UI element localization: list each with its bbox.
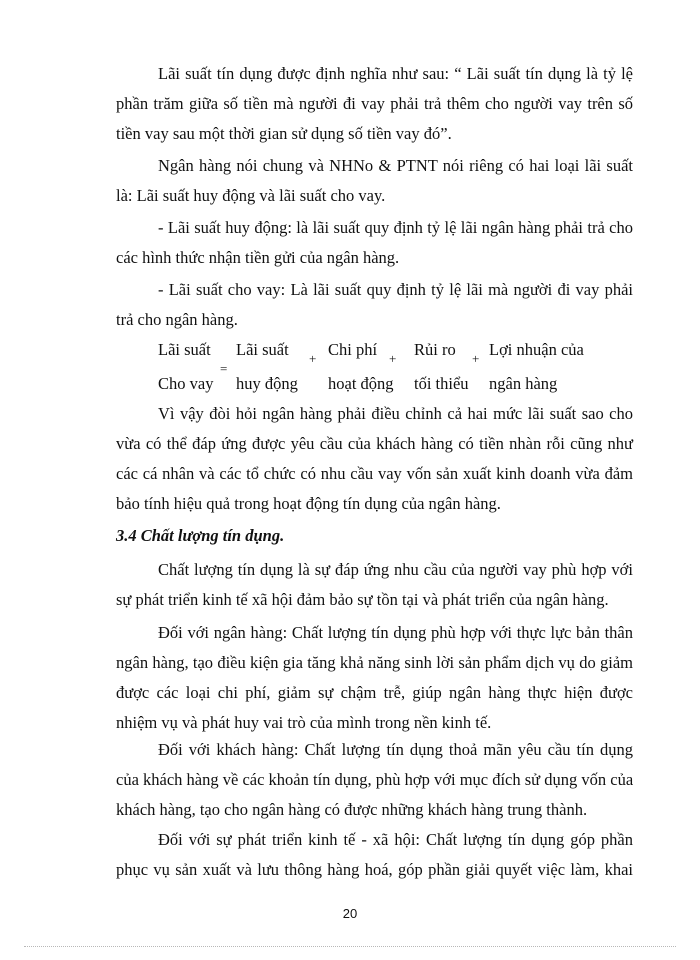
text-line: của khách hàng về các khoản tín dụng, phù hợp với mục đích sử dụng vốn của: [116, 770, 634, 789]
text-line: Chất lượng tín dụng là sự đáp ứng nhu cầu của người vay phù hợp với: [158, 560, 633, 579]
text-line: ngân hàng, tạo điều kiện gia tăng khả năng sinh lời sản phẩm dịch vụ do giảm: [116, 653, 633, 672]
formula-term2-top: Chi phí: [328, 340, 378, 359]
text-line: các hình thức nhận tiền gửi của ngân hàng.: [116, 248, 400, 267]
text-line: khách hàng, tạo cho ngân hàng có được những khách hàng trung thành.: [116, 800, 588, 819]
section-heading: 3.4 Chất lượng tín dụng.: [116, 526, 285, 545]
formula-term4-top: Lợi nhuận của: [489, 340, 584, 359]
formula-term1-top: Lãi suất: [236, 340, 289, 359]
text-line: Vì vậy đòi hỏi ngân hàng phải điều chỉnh cả hai mức lãi suất sao cho: [158, 404, 633, 423]
formula-lhs-bottom: Cho vay: [158, 374, 214, 393]
plus-sign: +: [389, 351, 397, 366]
text-line: các cá nhân và các tổ chức có nhu cầu vay vốn sản xuất kinh doanh vừa đảm: [116, 464, 633, 483]
text-line: Ngân hàng nói chung và NHNo & PTNT nói riêng có hai loại lãi suất: [158, 156, 633, 175]
plus-sign: +: [472, 351, 480, 366]
equals-sign: =: [220, 361, 228, 376]
text-line: là: Lãi suất huy động và lãi suất cho vay.: [116, 186, 386, 205]
text-line: Lãi suất tín dụng được định nghĩa như sau: “ Lãi suất tín dụng là tỷ lệ: [158, 64, 633, 83]
text-line: phần trăm giữa số tiền mà người đi vay phải trả thêm cho người vay trên số: [116, 94, 633, 113]
formula-lhs-top: Lãi suất: [158, 340, 211, 359]
plus-sign: +: [309, 351, 317, 366]
text-line: - Lãi suất huy động: là lãi suất quy định tỷ lệ lãi ngân hàng phải trả cho: [158, 218, 633, 237]
formula-term2-bottom: hoạt động: [328, 374, 394, 393]
text-line: vừa có thể đáp ứng được yêu cầu của khách hàng có tiền nhàn rỗi cũng như: [116, 434, 633, 453]
text-line: trả cho ngân hàng.: [116, 310, 238, 329]
text-line: Đối với khách hàng: Chất lượng tín dụng thoả mãn yêu cầu tín dụng: [158, 740, 633, 759]
text-line: phục vụ sản xuất và lưu thông hàng hoá, góp phần giải quyết việc làm, khai: [116, 860, 633, 879]
text-line: nhiệm vụ và phát huy vai trò của mình trong nền kinh tế.: [116, 713, 492, 732]
text-line: Đối với sự phát triển kinh tế - xã hội: Chất lượng tín dụng góp phần: [158, 830, 633, 849]
page-bottom-divider: [24, 946, 676, 947]
text-line: tiền vay sau một thời gian sử dụng số tiền vay đó”.: [116, 124, 452, 143]
formula-term3-bottom: tối thiểu: [414, 374, 469, 393]
formula-term4-bottom: ngân hàng: [489, 374, 558, 393]
formula-term1-bottom: huy động: [236, 374, 298, 393]
page-number: 20: [342, 906, 358, 921]
text-line: - Lãi suất cho vay: Là lãi suất quy định tỷ lệ lãi mà người đi vay phải: [158, 280, 633, 299]
text-line: sự phát triển kinh tế xã hội đảm bảo sự tồn tại và phát triển của ngân hàng.: [116, 590, 609, 609]
text-line: được các loại chi phí, giảm sự chậm trễ, giúp ngân hàng thực hiện được: [116, 683, 633, 702]
text-line: bảo tính hiệu quả trong hoạt động tín dụng của ngân hàng.: [116, 494, 501, 513]
formula-term3-top: Rủi ro: [414, 340, 456, 359]
text-line: Đối với ngân hàng: Chất lượng tín dụng phù hợp với thực lực bản thân: [158, 623, 633, 642]
